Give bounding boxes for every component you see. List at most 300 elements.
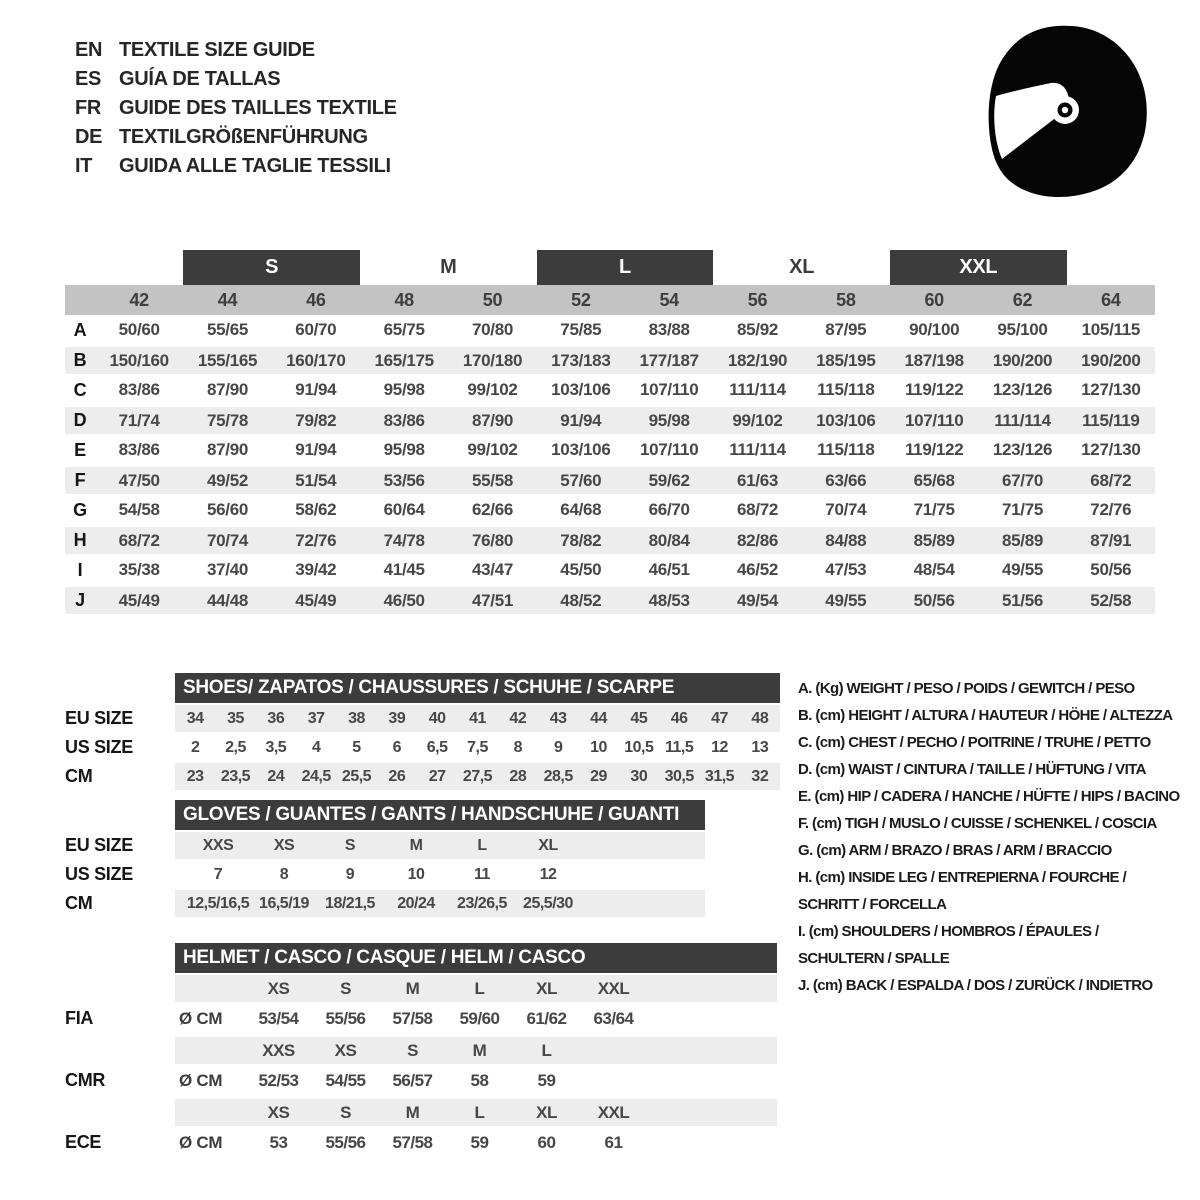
helmet-block-content: [175, 973, 777, 1035]
measure-cell: 123/126: [992, 380, 1053, 399]
measure-cell: 47/51: [471, 590, 514, 610]
size-group-xxl: XXL: [890, 250, 1067, 285]
measure-cell: 56/60: [206, 500, 249, 519]
measure-cell: 44/48: [206, 590, 249, 610]
measure-cell: 87/90: [206, 440, 249, 459]
measure-cell: 119/122: [904, 380, 964, 399]
shoe-size-cell: 43: [549, 709, 567, 727]
measure-cell: 170/180: [462, 350, 523, 370]
measure-cell: 90/100: [909, 320, 960, 339]
shoe-size-cell: 2: [190, 738, 200, 756]
measure-row-f: [65, 465, 1155, 495]
glove-size-cell: 16,5/19: [259, 894, 309, 912]
row-values: [175, 763, 780, 790]
measure-cell: 119/122: [904, 440, 964, 459]
shoe-size-cell: 11,5: [665, 738, 694, 756]
shoe-size-cell: 37: [307, 709, 325, 727]
shoe-size-cell: 9: [553, 738, 563, 756]
shoe-size-cell: 28: [509, 767, 527, 785]
gloves-table: [65, 800, 780, 917]
measure-cell: 75/85: [560, 320, 602, 339]
legend-key: I.: [798, 923, 809, 940]
measure-cell: 67/70: [1001, 470, 1044, 490]
measure-cell: 127/130: [1081, 440, 1141, 459]
measure-cell: 150/160: [109, 350, 169, 370]
helmet-size-value: 61/62: [526, 1008, 567, 1028]
measure-cell: 84/88: [825, 530, 867, 550]
helmet-block-content: [175, 1097, 777, 1159]
size-group-l: L: [537, 250, 714, 285]
shoe-size-cell: 10: [590, 738, 607, 756]
row-values: [175, 861, 705, 888]
legend-line: [798, 702, 1183, 729]
measure-cell: 51/54: [295, 470, 337, 490]
measure-cell: 187/198: [904, 350, 964, 370]
measure-cell: 45/49: [118, 590, 160, 610]
shoe-size-cell: 46: [670, 709, 688, 727]
size-column-header: 42: [129, 289, 149, 310]
measure-cell: 75/78: [206, 410, 249, 430]
measure-cell: 70/80: [471, 320, 514, 339]
row-letter: H: [73, 530, 87, 550]
helmet-sizes-row: [175, 975, 777, 1002]
legend-key: G.: [798, 842, 817, 859]
language-code: EN: [75, 39, 103, 61]
helmet-label-col: [65, 1097, 175, 1159]
measure-cell: 173/183: [551, 350, 611, 370]
helmet-size-header: L: [474, 978, 485, 998]
measure-cell: 59/62: [648, 470, 690, 490]
shoe-size-cell: 38: [348, 709, 365, 727]
shoe-size-cell: 41: [469, 709, 486, 727]
shoe-size-cell: 28,5: [543, 767, 573, 785]
measure-cell: 115/118: [817, 380, 875, 399]
legend-key: F.: [798, 815, 813, 832]
measure-cell: 60/70: [295, 320, 337, 339]
measure-cell: 74/78: [383, 530, 425, 550]
language-row: [75, 152, 397, 181]
helmet-block-content: [175, 1035, 777, 1097]
legend-item-j: [798, 972, 1183, 999]
measurement-rows: [65, 315, 1155, 615]
glove-size-cell: 10: [407, 865, 425, 883]
measure-cell: 48/52: [560, 590, 602, 610]
shoe-size-cell: 30,5: [664, 767, 694, 785]
helmet-size-value: 53/54: [258, 1008, 299, 1028]
legend-text: INSIDE LEG / ENTREPIERNA / FOURCHE /: [848, 869, 1127, 886]
legend-text: HIP / CADERA / HANCHE / HÜFTE / HIPS / BACINO: [847, 788, 1180, 805]
measure-cell: 107/110: [639, 440, 699, 459]
language-code: FR: [75, 97, 102, 119]
measure-cell: 182/190: [727, 350, 788, 370]
language-list: [75, 36, 397, 181]
shoe-size-cell: 13: [751, 738, 769, 756]
helmet-size-header: L: [541, 1040, 552, 1060]
measure-row-h: [65, 525, 1155, 555]
measure-cell: 190/200: [1081, 350, 1141, 370]
measure-cell: 82/86: [736, 530, 779, 550]
measure-cell: 65/68: [913, 470, 955, 490]
legend-unit: (cm): [815, 761, 849, 778]
legend-item-b: [798, 702, 1183, 729]
helmet-size-value: 59: [537, 1070, 556, 1090]
measure-cell: 35/38: [118, 560, 160, 579]
language-label: GUIDE DES TAILLES TEXTILE: [119, 97, 397, 119]
measure-cell: 65/75: [383, 320, 425, 339]
measure-cell: 103/106: [551, 380, 611, 399]
legend-text: WAIST / CINTURA / TAILLE / HÜFTUNG / VITA: [848, 761, 1146, 778]
measure-cell: 78/82: [560, 530, 602, 550]
size-column-header: 56: [747, 289, 768, 310]
legend-key: A.: [798, 680, 816, 697]
measure-cell: 68/72: [118, 530, 160, 550]
legend-line: [798, 837, 1183, 864]
row-letter: F: [74, 470, 86, 490]
row-values: [175, 890, 705, 917]
measure-cell: 72/76: [295, 530, 337, 550]
legend-text: WEIGHT / PESO / POIDS / GEWITCH / PESO: [846, 680, 1135, 697]
row-label: US SIZE: [65, 737, 133, 757]
shoe-size-cell: 47: [711, 709, 728, 727]
helmet-size-header: S: [340, 978, 351, 998]
shoe-size-cell: 6: [392, 738, 402, 756]
legend-key: C.: [798, 734, 816, 751]
row-label: US SIZE: [65, 864, 133, 884]
measure-row-b: [65, 345, 1155, 375]
helmet-size-value: 55/56: [325, 1132, 366, 1152]
size-column-header: 48: [394, 289, 414, 310]
measure-row-j: [65, 585, 1155, 615]
glove-size-cell: 11: [474, 865, 490, 883]
legend-text: HEIGHT / ALTURA / HAUTEUR / HÖHE / ALTEZZA: [848, 707, 1173, 724]
helmet-size-value: 58: [470, 1070, 489, 1090]
measure-row-d: [65, 405, 1155, 435]
row-letter: D: [73, 410, 87, 430]
helmet-block-fia: [65, 973, 780, 1035]
helmet-values-row: [175, 1126, 777, 1159]
measure-cell: 49/55: [825, 590, 867, 610]
language-code: IT: [75, 155, 93, 177]
size-column-header: 46: [306, 289, 326, 310]
shoe-size-cell: 45: [630, 709, 648, 727]
legend-item-a: [798, 675, 1183, 702]
measure-cell: 85/92: [736, 320, 779, 339]
measure-cell: 41/45: [383, 560, 425, 579]
measure-cell: 95/98: [383, 380, 425, 399]
row-label: EU SIZE: [65, 835, 133, 855]
measure-cell: 68/72: [1090, 470, 1132, 490]
helmet-size-value: 57/58: [392, 1132, 433, 1152]
glove-size-cell: XS: [273, 836, 295, 854]
measure-cell: 48/53: [648, 590, 690, 610]
measure-cell: 123/126: [992, 440, 1053, 459]
measure-row-e: [65, 435, 1155, 465]
glove-size-cell: 12,5/16,5: [186, 894, 250, 912]
shoe-size-cell: 4: [311, 738, 321, 756]
glove-size-cell: 18/21,5: [325, 894, 375, 912]
measure-cell: 70/74: [206, 530, 249, 550]
measure-cell: 115/119: [1082, 410, 1140, 430]
language-label: TEXTILE SIZE GUIDE: [119, 39, 315, 61]
shoe-size-cell: 40: [428, 709, 446, 727]
helmet-icon: [975, 22, 1165, 206]
row-letter: G: [73, 499, 87, 520]
helmet-size-value: 60: [537, 1132, 556, 1152]
glove-size-cell: 8: [279, 865, 289, 883]
measure-cell: 111/114: [994, 410, 1051, 430]
measure-cell: 95/100: [997, 320, 1048, 339]
legend-line: [798, 756, 1183, 783]
measure-cell: 50/56: [913, 590, 955, 610]
helmet-block-cmr: [65, 1035, 780, 1097]
certification-label: ECE: [65, 1132, 102, 1152]
measure-cell: 127/130: [1081, 380, 1141, 399]
measure-cell: 155/165: [197, 350, 258, 370]
measure-cell: 47/50: [118, 470, 160, 490]
helmet-block-ece: [65, 1097, 780, 1159]
helmet-size-value: 59/60: [459, 1008, 500, 1028]
measure-cell: 49/54: [736, 590, 779, 610]
helmet-size-value: 61: [604, 1132, 623, 1152]
shoe-size-cell: 29: [590, 767, 607, 785]
helmet-sizes-row: [175, 1037, 777, 1064]
legend-key: H.: [798, 869, 816, 886]
measure-cell: 61/63: [736, 470, 779, 490]
shoe-size-cell: 25,5: [341, 767, 372, 785]
row-letter: B: [73, 350, 87, 370]
legend-line: [798, 675, 1183, 702]
measure-cell: 99/102: [467, 440, 518, 459]
shoe-size-cell: 35: [227, 709, 244, 727]
measure-cell: 111/114: [729, 440, 786, 459]
legend-item-f: [798, 810, 1183, 837]
legend-line: [798, 918, 1183, 945]
helmet-size-header: XL: [536, 978, 557, 998]
shoe-size-cell: 5: [352, 738, 361, 756]
helmet-table-title: HELMET / CASCO / CASQUE / HELM / CASCO: [175, 943, 777, 973]
language-label: TEXTILGRÖßENFÜHRUNG: [119, 126, 368, 148]
glove-size-cell: 25,5/30: [523, 894, 573, 912]
measure-cell: 83/86: [383, 410, 425, 430]
measure-row-i: [65, 555, 1155, 585]
row-letter: I: [77, 559, 83, 580]
helmet-size-value: 54/55: [325, 1070, 366, 1090]
shoe-size-cell: 3,5: [265, 738, 287, 756]
measure-cell: 91/94: [295, 380, 337, 399]
measure-cell: 55/65: [206, 320, 249, 339]
legend-item-g: [798, 837, 1183, 864]
size-number-row: [65, 285, 1155, 315]
measure-cell: 83/86: [118, 380, 160, 399]
measure-cell: 68/72: [736, 500, 779, 519]
helmet-size-header: S: [407, 1040, 418, 1060]
size-column-header: 52: [571, 289, 591, 310]
measure-cell: 91/94: [560, 410, 602, 430]
legend-line: [798, 972, 1183, 999]
measure-cell: 58/62: [295, 500, 337, 519]
measure-cell: 63/66: [825, 470, 867, 490]
shoe-size-cell: 24,5: [301, 767, 331, 785]
language-code: ES: [75, 68, 102, 90]
shoe-size-cell: 12: [711, 738, 728, 756]
legend-unit: (cm): [808, 923, 842, 940]
shoe-size-cell: 6,5: [426, 738, 448, 756]
legend-unit: (Kg): [815, 680, 847, 697]
glove-size-cell: 7: [213, 865, 223, 883]
helmet-size-value: 57/58: [392, 1008, 433, 1028]
row-letter: A: [73, 319, 87, 340]
row-label: CM: [65, 766, 93, 786]
size-column-header: 58: [836, 289, 856, 310]
glove-size-cell: XXS: [202, 836, 234, 854]
helmet-size-header: XXL: [597, 1102, 630, 1122]
language-code: DE: [75, 126, 103, 148]
language-row: [75, 36, 397, 65]
measure-cell: 177/187: [639, 350, 699, 370]
glove-size-cell: 20/24: [397, 894, 435, 912]
helmet-size-value: 56/57: [392, 1070, 433, 1090]
measure-row-c: [65, 375, 1155, 405]
measure-cell: 43/47: [471, 560, 514, 579]
legend-unit: (cm): [815, 734, 849, 751]
shoe-size-cell: 32: [751, 767, 769, 785]
shoe-size-cell: 23,5: [220, 767, 251, 785]
glove-size-cell: XL: [538, 836, 558, 854]
measure-cell: 64/68: [560, 500, 602, 519]
legend-unit: (cm): [815, 869, 849, 886]
measure-cell: 87/90: [206, 380, 249, 399]
measure-cell: 49/55: [1001, 560, 1044, 579]
helmet-size-value: 53: [269, 1132, 288, 1152]
helmet-size-header: M: [472, 1040, 487, 1060]
measure-cell: 55/58: [471, 470, 514, 490]
legend-unit: (cm): [814, 788, 848, 805]
measure-cell: 39/42: [295, 560, 337, 579]
legend-line: [798, 864, 1183, 891]
helmet-size-header: S: [340, 1102, 351, 1122]
measure-cell: 160/170: [286, 350, 346, 370]
helmet-size-header: XS: [267, 1102, 290, 1122]
measure-cell: 47/53: [825, 560, 867, 579]
shoe-size-cell: 42: [509, 709, 527, 727]
measure-cell: 62/66: [471, 500, 514, 519]
legend-line-continued: SCHULTERN / SPALLE: [798, 950, 950, 967]
measure-cell: 111/114: [729, 380, 786, 399]
legend-line-continued: SCHRITT / FORCELLA: [798, 896, 947, 913]
garment-size-table: [65, 250, 1155, 615]
row-letter: C: [73, 379, 87, 400]
legend-text: BACK / ESPALDA / DOS / ZURÜCK / INDIETRO: [845, 977, 1153, 994]
helmet-size-value: 52/53: [258, 1070, 299, 1090]
legend-unit: (cm): [815, 707, 849, 724]
shoe-size-cell: 36: [267, 709, 285, 727]
measure-cell: 76/80: [471, 530, 514, 550]
measure-cell: 72/76: [1090, 500, 1132, 519]
legend-text: ARM / BRAZO / BRAS / ARM / BRACCIO: [848, 842, 1112, 859]
measure-cell: 85/89: [913, 530, 955, 550]
glove-size-cell: 12: [539, 865, 557, 883]
legend-text: CHEST / PECHO / POITRINE / TRUHE / PETTO: [848, 734, 1151, 751]
shoe-size-cell: 7,5: [467, 738, 488, 756]
measure-cell: 54/58: [118, 500, 160, 519]
measure-cell: 95/98: [648, 410, 690, 430]
legend-unit: (cm): [812, 977, 846, 994]
diameter-label: Ø CM: [179, 1008, 223, 1028]
measure-cell: 79/82: [295, 410, 337, 430]
legend-key: E.: [798, 788, 815, 805]
shoe-size-cell: 26: [388, 767, 406, 785]
helmet-table: [65, 943, 780, 1159]
size-column-header: 50: [482, 289, 503, 310]
measure-cell: 95/98: [383, 440, 425, 459]
measure-cell: 83/88: [648, 320, 690, 339]
language-row: [75, 94, 397, 123]
language-row: [75, 123, 397, 152]
shoe-size-cell: 30: [630, 767, 648, 785]
shoe-size-cell: 8: [513, 738, 523, 756]
measure-cell: 87/95: [825, 320, 867, 339]
shoe-size-cell: 31,5: [704, 767, 735, 785]
measure-cell: 53/56: [383, 470, 425, 490]
shoe-size-cell: 27: [428, 767, 446, 785]
legend-line: [798, 729, 1183, 756]
measure-cell: 71/74: [118, 410, 160, 430]
legend-key: B.: [798, 707, 816, 724]
gloves-table-title: GLOVES / GUANTES / GANTS / HANDSCHUHE / GUANTI: [175, 800, 705, 830]
measure-cell: 46/52: [736, 560, 779, 579]
measure-cell: 71/75: [1001, 500, 1044, 519]
measure-cell: 50/60: [118, 320, 160, 339]
certification-label: FIA: [65, 1008, 94, 1028]
shoes-table: [65, 673, 780, 790]
shoe-size-cell: 10,5: [624, 738, 654, 756]
helmet-size-header: M: [405, 978, 420, 998]
measure-cell: 37/40: [206, 560, 249, 579]
size-row: [65, 832, 780, 859]
helmet-size-value: 59: [470, 1132, 489, 1152]
measure-cell: 165/175: [374, 350, 434, 370]
measure-cell: 60/64: [383, 500, 425, 519]
size-row: [65, 890, 780, 917]
size-row: [65, 705, 780, 732]
helmet-values-row: [175, 1064, 777, 1097]
measure-cell: 46/51: [648, 560, 690, 579]
measure-cell: 51/56: [1001, 590, 1044, 610]
measure-cell: 99/102: [467, 380, 518, 399]
row-letter: J: [75, 590, 85, 610]
legend-item-e: [798, 783, 1183, 810]
language-label: GUIDA ALLE TAGLIE TESSILI: [119, 155, 391, 177]
size-group-s: S: [183, 250, 360, 285]
helmet-values-row: [175, 1002, 777, 1035]
glove-size-cell: 9: [345, 865, 355, 883]
measure-cell: 66/70: [648, 500, 690, 519]
legend-item-i: [798, 918, 1183, 972]
measure-cell: 80/84: [648, 530, 690, 550]
helmet-size-header: L: [474, 1102, 485, 1122]
shoe-size-cell: 2,5: [225, 738, 246, 756]
measure-cell: 45/50: [560, 560, 602, 579]
measure-cell: 103/106: [816, 410, 876, 430]
helmet-label-col: [65, 1035, 175, 1097]
legend-item-h: [798, 864, 1183, 918]
helmet-sizes-row: [175, 1099, 777, 1126]
legend-item-d: [798, 756, 1183, 783]
measure-cell: 71/75: [913, 500, 955, 519]
glove-size-cell: M: [409, 836, 423, 854]
row-label: CM: [65, 893, 93, 913]
measure-cell: 83/86: [118, 440, 160, 459]
